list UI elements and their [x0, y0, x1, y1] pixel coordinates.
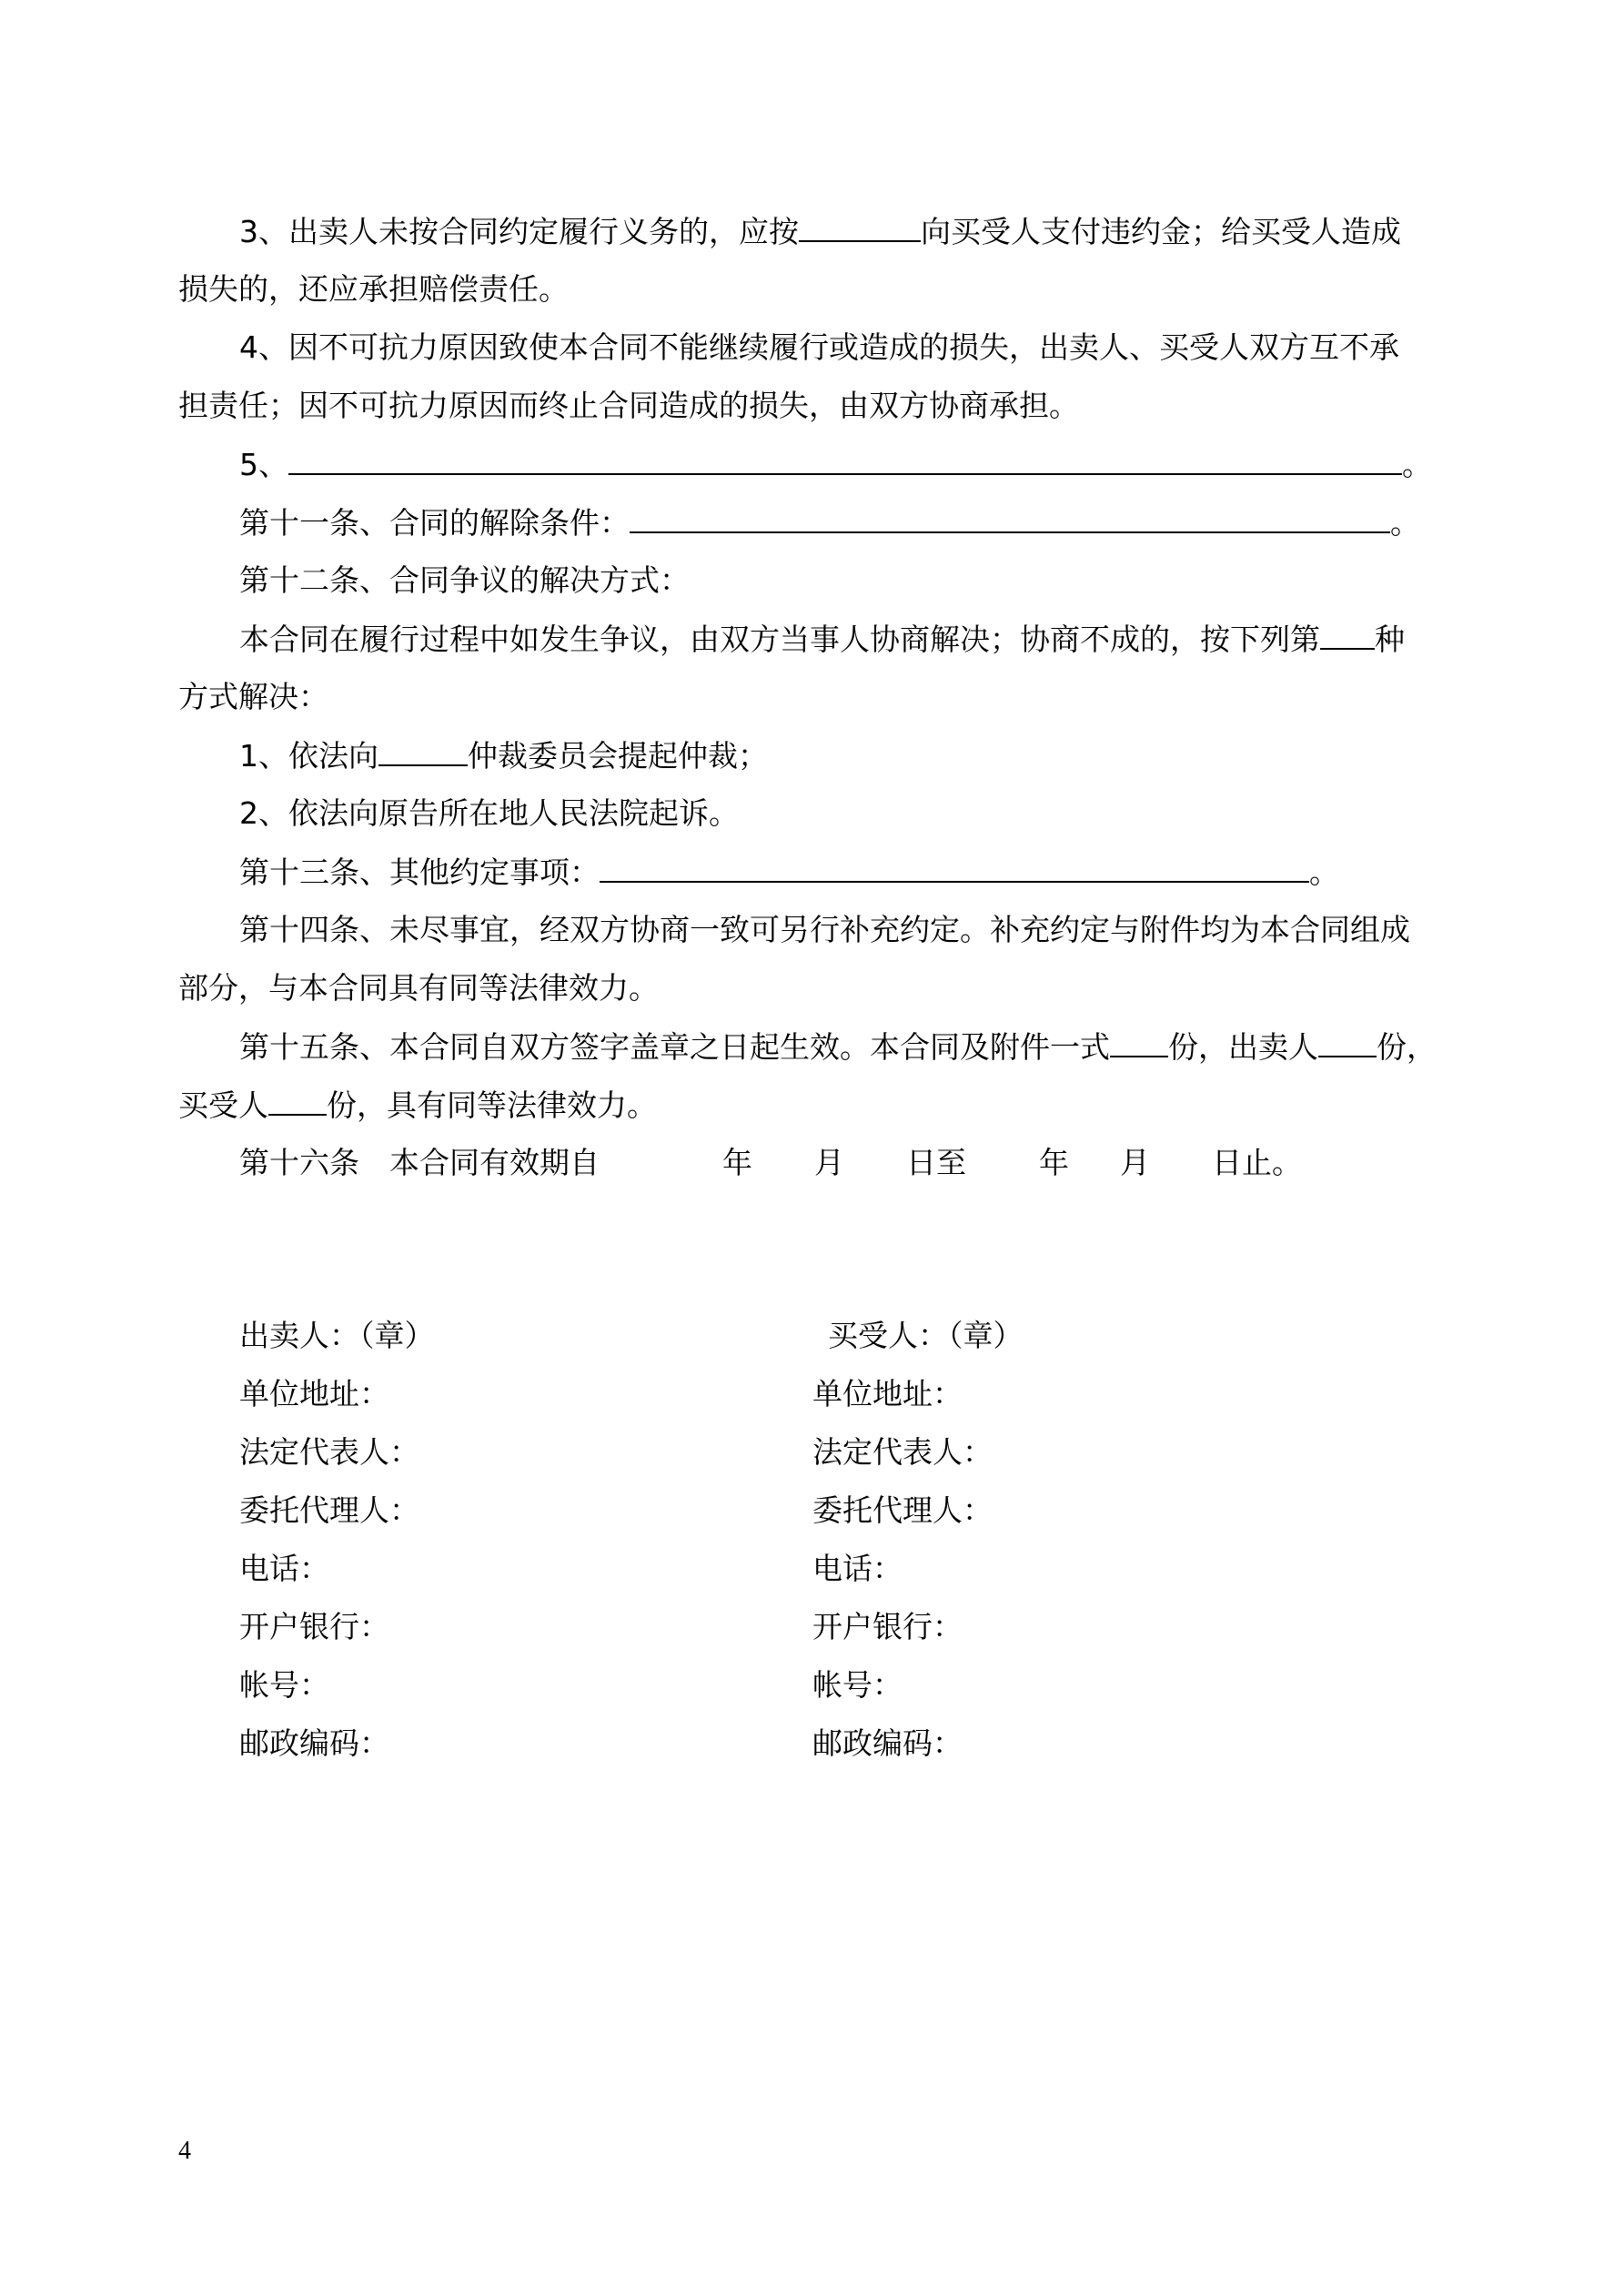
seller-bank: 开户银行： — [239, 1609, 389, 1644]
end-day-label: 日止。 — [1212, 1145, 1302, 1180]
seller-address: 单位地址： — [239, 1376, 389, 1411]
buyer-address: 单位地址： — [812, 1376, 963, 1411]
page-number: 4 — [178, 2137, 191, 2165]
clause-5-line — [239, 446, 1432, 483]
dispute-option-2: 2、依法向原告所在地人民法院起诉。 — [239, 795, 739, 831]
article-11-text: 第十一条、合同的解除条件： — [239, 505, 630, 541]
article-16-line — [239, 1145, 1302, 1181]
clause-4-line-2: 担责任；因不可抗力原因而终止合同造成的损失，由双方协商承担。 — [178, 388, 1079, 423]
clause-3-text-a: 3、出卖人未按合同约定履行义务的，应按 — [239, 214, 799, 249]
seller-agent: 委托代理人： — [239, 1492, 419, 1528]
article-15-line-2 — [178, 1087, 657, 1124]
seller-seal: 出卖人：（章） — [239, 1318, 435, 1353]
article-13-line — [239, 854, 1339, 891]
article-13-period: 。 — [1309, 855, 1339, 890]
buyer-copies-blank[interactable] — [268, 1087, 327, 1116]
seller-postcode: 邮政编码： — [239, 1725, 389, 1761]
article-15-text-b: 份，出卖人 — [1168, 1029, 1318, 1065]
article-12-para-line-2: 方式解决： — [178, 679, 328, 714]
buyer-seal: 买受人：（章） — [828, 1318, 1024, 1353]
article-15-text-d: 买受人 — [178, 1087, 268, 1123]
termination-conditions-blank[interactable] — [630, 504, 1390, 533]
article-12-para-text-a: 本合同在履行过程中如发生争议，由双方当事人协商解决；协商不成的，按下列第 — [239, 622, 1320, 657]
seller-copies-blank[interactable] — [1318, 1028, 1377, 1057]
clause-5-blank[interactable] — [288, 446, 1402, 475]
article-11-period: 。 — [1390, 505, 1420, 541]
clause-3-text-b: 向买受人支付违约金；给买受人造成 — [921, 214, 1401, 249]
article-15-text-e: 份，具有同等法律效力。 — [327, 1087, 657, 1123]
option-1-text-a: 1、依法向 — [239, 738, 378, 774]
penalty-blank[interactable] — [799, 213, 921, 242]
start-day-label: 日至 — [906, 1145, 966, 1180]
option-1-text-b: 仲裁委员会提起仲裁； — [468, 738, 768, 774]
start-year-label: 年 — [722, 1145, 752, 1180]
seller-legal-rep: 法定代表人： — [239, 1434, 419, 1470]
clause-5-period: 。 — [1402, 447, 1432, 482]
arbitration-committee-blank[interactable] — [378, 737, 468, 766]
article-11-line — [239, 504, 1420, 541]
article-16-text: 第十六条 本合同有效期自 — [239, 1145, 600, 1180]
seller-phone: 电话： — [239, 1551, 329, 1586]
buyer-agent: 委托代理人： — [812, 1492, 993, 1528]
clause-3-line-2: 损失的，还应承担赔偿责任。 — [178, 271, 569, 307]
article-12-para-text-b: 种 — [1375, 622, 1405, 657]
end-month-label: 月 — [1120, 1145, 1150, 1180]
article-15-text-a: 第十五条、本合同自双方签字盖章之日起生效。本合同及附件一式 — [239, 1029, 1110, 1065]
start-month-label: 月 — [814, 1145, 844, 1180]
article-12-title: 第十二条、合同争议的解决方式： — [239, 562, 690, 598]
article-12-para-line-1 — [239, 621, 1405, 658]
copies-total-blank[interactable] — [1110, 1028, 1168, 1057]
article-13-text: 第十三条、其他约定事项： — [239, 855, 600, 890]
buyer-bank: 开户银行： — [812, 1609, 963, 1644]
end-year-label: 年 — [1039, 1145, 1069, 1180]
other-matters-blank[interactable] — [600, 854, 1309, 883]
dispute-option-1 — [239, 737, 768, 774]
clause-5-label: 5、 — [239, 447, 288, 482]
dispute-method-blank[interactable] — [1320, 621, 1375, 650]
article-15-text-c: 份， — [1377, 1029, 1437, 1065]
seller-account: 帐号： — [239, 1667, 329, 1703]
buyer-phone: 电话： — [812, 1551, 903, 1586]
article-15-line-1 — [239, 1028, 1437, 1066]
buyer-legal-rep: 法定代表人： — [812, 1434, 993, 1470]
article-14-line-2: 部分，与本合同具有同等法律效力。 — [178, 970, 659, 1006]
article-14-line-1: 第十四条、未尽事宜，经双方协商一致可另行补充约定。补充约定与附件均为本合同组成 — [239, 912, 1410, 947]
clause-4-line-1: 4、因不可抗力原因致使本合同不能继续履行或造成的损失，出卖人、买受人双方互不承 — [239, 329, 1399, 365]
buyer-account: 帐号： — [812, 1667, 903, 1703]
buyer-postcode: 邮政编码： — [812, 1725, 963, 1761]
clause-3-line-1 — [239, 213, 1401, 250]
